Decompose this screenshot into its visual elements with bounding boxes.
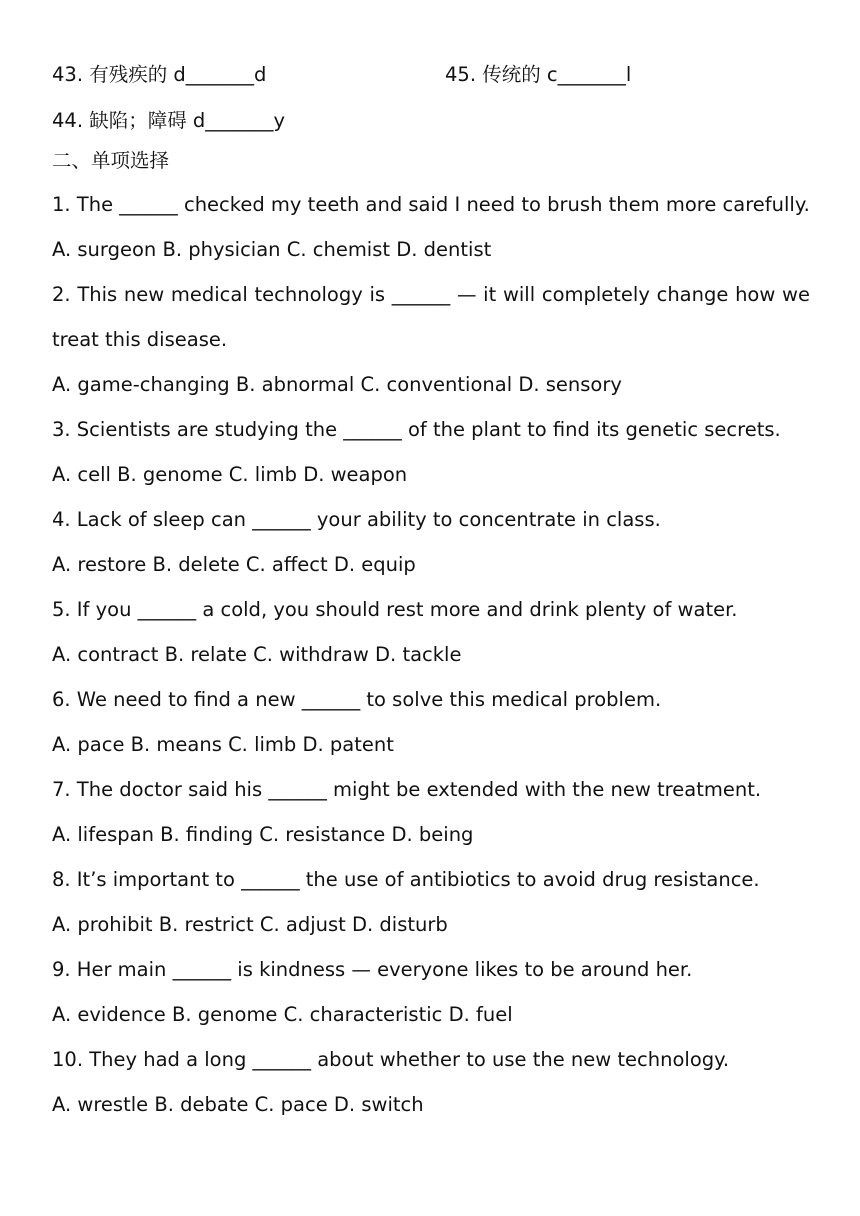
word: will [502, 283, 536, 306]
word: we [782, 283, 810, 306]
question-8-stem: 8. It’s important to ______ the use of antibiotics to avoid drug resistance. [52, 868, 760, 891]
question-2-stem-line2: treat this disease. [52, 328, 228, 351]
question-9-options: A. evidence B. genome C. characteristic D. fuel [52, 1003, 513, 1026]
question-1-options: A. surgeon B. physician C. chemist D. dentist [52, 238, 492, 261]
question-9-stem: 9. Her main ______ is kindness — everyone likes to be around her. [52, 958, 693, 981]
word: 2. [52, 283, 71, 306]
question-6-options: A. pace B. means C. limb D. patent [52, 733, 394, 756]
question-2-stem-line1 [52, 283, 810, 307]
word: — [456, 283, 477, 306]
word: medical [170, 283, 248, 306]
question-5-options: A. contract B. relate C. withdraw D. tackle [52, 643, 462, 666]
question-2-options: A. game-changing B. abnormal C. conventional D. sensory [52, 373, 622, 396]
word: change [656, 283, 729, 306]
section-title: 二、单项选择 [52, 149, 170, 172]
question-10-stem: 10. They had a long ______ about whether to use the new technology. [52, 1048, 730, 1071]
question-7-options: A. lifespan B. finding C. resistance D. being [52, 823, 474, 846]
question-6-stem: 6. We need to find a new ______ to solve this medical problem. [52, 688, 662, 711]
question-3-options: A. cell B. genome C. limb D. weapon [52, 463, 408, 486]
question-8-options: A. prohibit B. restrict C. adjust D. disturb [52, 913, 448, 936]
word: is [369, 283, 386, 306]
word: how [735, 283, 776, 306]
vocab-item-44: 44. 缺陷；障碍 d_______y [52, 109, 286, 132]
question-10-options: A. wrestle B. debate C. pace D. switch [52, 1093, 424, 1116]
question-1-stem: 1. The ______ checked my teeth and said I need to brush them more carefully. [52, 193, 810, 216]
word: completely [541, 283, 650, 306]
question-4-stem: 4. Lack of sleep can ______ your ability to concentrate in class. [52, 508, 661, 531]
word: new [123, 283, 165, 306]
question-5-stem: 5. If you ______ a cold, you should rest more and drink plenty of water. [52, 598, 738, 621]
word: This [77, 283, 118, 306]
word: technology [254, 283, 363, 306]
question-7-stem: 7. The doctor said his ______ might be extended with the new treatment. [52, 778, 762, 801]
vocab-item-43: 43. 有残疾的 d_______d [52, 63, 267, 86]
word: it [483, 283, 497, 306]
vocab-item-45: 45. 传统的 c_______l [445, 63, 632, 86]
question-4-options: A. restore B. delete C. affect D. equip [52, 553, 416, 576]
answer-blank: ______ [391, 283, 451, 306]
question-3-stem: 3. Scientists are studying the ______ of the plant to find its genetic secrets. [52, 418, 781, 441]
